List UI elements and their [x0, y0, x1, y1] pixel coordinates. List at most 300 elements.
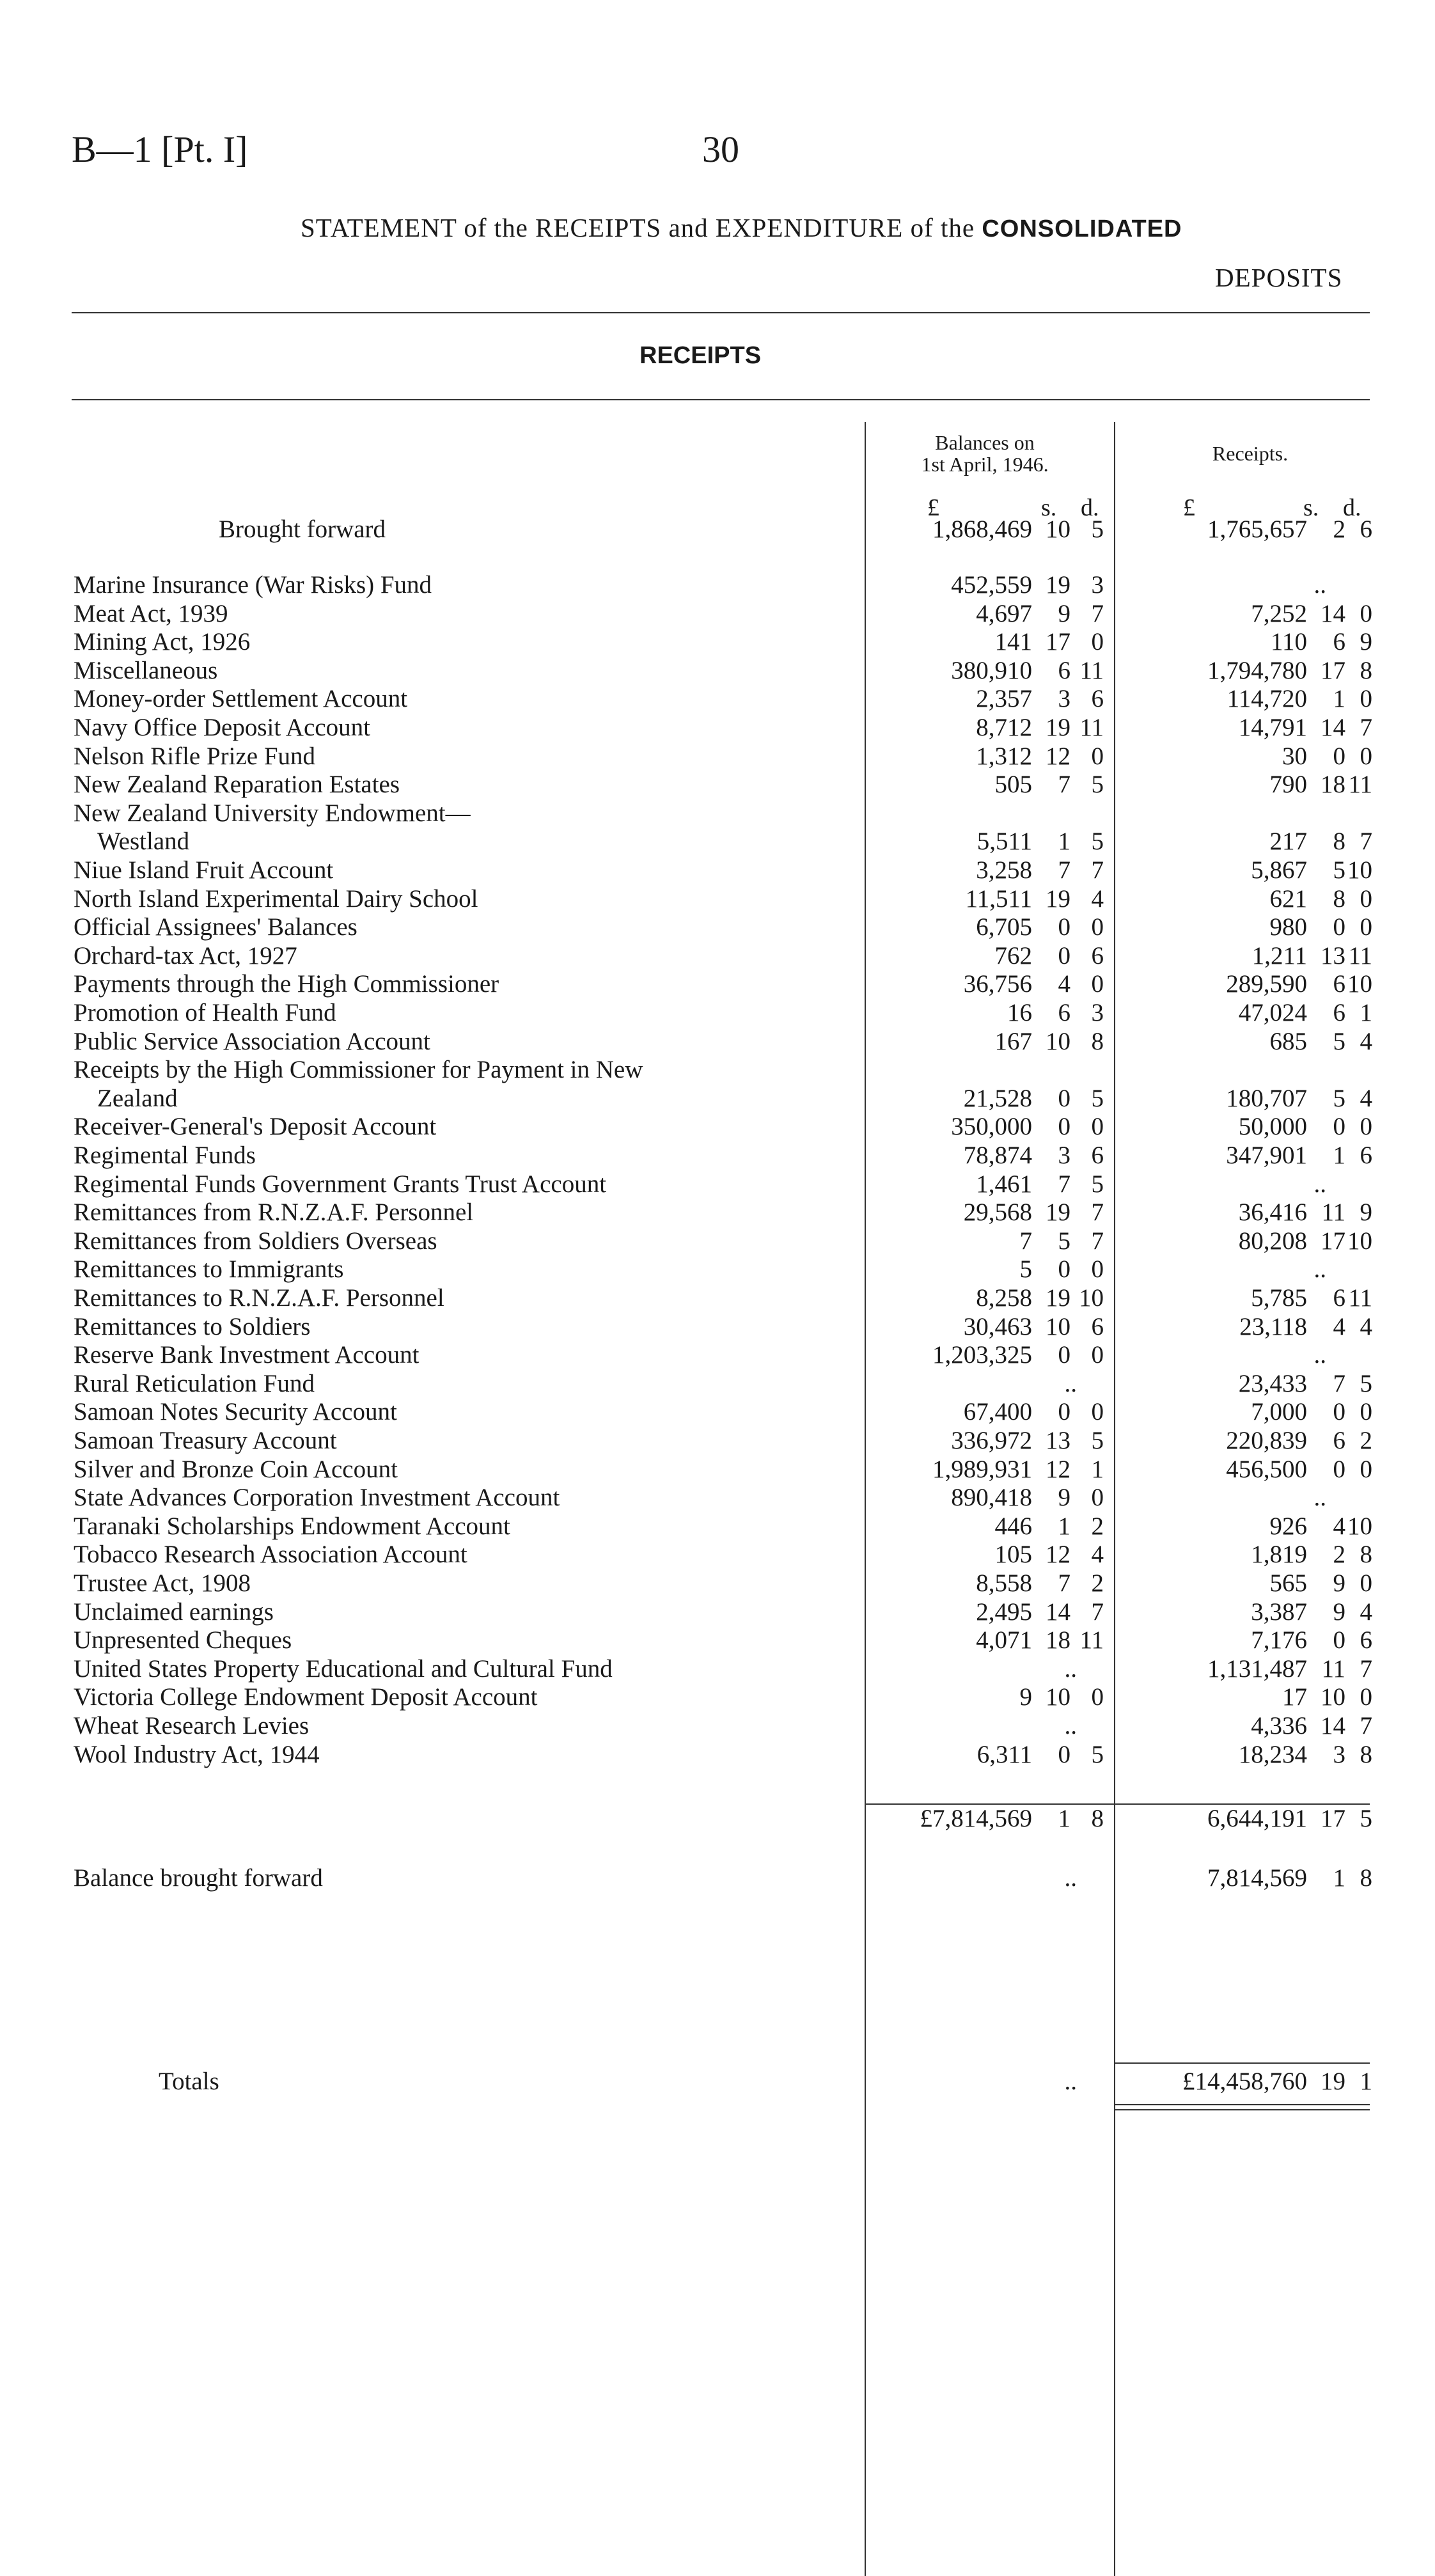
table-row [0, 1370, 1435, 1398]
balance-pounds: 1,868,469 [932, 515, 1032, 543]
receipts-pounds: 1,131,487 [1207, 1655, 1307, 1683]
balance-shillings: 1 [1058, 828, 1070, 855]
receipts-shillings: 0 [1333, 1113, 1345, 1140]
balance-shillings: 12 [1046, 1456, 1070, 1483]
row-label: Public Service Association Account [74, 1028, 430, 1055]
balance-shillings: 0 [1058, 1741, 1070, 1768]
row-label: United States Property Educational and Cultural Fund [74, 1655, 613, 1683]
balance-pence: 1 [1091, 1456, 1104, 1483]
receipts-shillings: 14 [1321, 600, 1345, 627]
table-row [0, 1427, 1435, 1455]
table-row [0, 856, 1435, 884]
receipts-pence: 8 [1360, 1864, 1372, 1892]
balance-empty: .. [1064, 1370, 1077, 1397]
rule-totals-top [1114, 2062, 1370, 2064]
table-row [0, 771, 1435, 799]
balance-pence: 6 [1091, 942, 1104, 970]
brought-forward-row [0, 515, 1435, 544]
receipts-pounds: 6,644,191 [1207, 1805, 1307, 1832]
receipts-pounds: 7,252 [1251, 600, 1307, 627]
receipts-pounds: 7,000 [1251, 1398, 1307, 1425]
receipts-pounds: 47,024 [1238, 999, 1307, 1026]
balance-pence: 8 [1091, 1028, 1104, 1055]
receipts-pounds: 18,234 [1238, 1741, 1307, 1768]
receipts-pounds: 30 [1282, 742, 1307, 770]
receipts-shillings: 14 [1321, 714, 1345, 741]
receipts-shillings: 3 [1333, 1741, 1345, 1768]
table-row [0, 657, 1435, 685]
balance-pounds: 67,400 [963, 1398, 1032, 1425]
receipts-pence: 0 [1360, 600, 1372, 627]
balance-pence: 10 [1079, 1284, 1104, 1312]
balance-pence: 0 [1091, 1113, 1104, 1140]
receipts-pence-unit: d. [1343, 494, 1361, 521]
table-row [0, 1569, 1435, 1598]
row-label: Money-order Settlement Account [74, 685, 408, 712]
receipts-pounds: 1,211 [1251, 942, 1307, 970]
receipts-shillings: 0 [1333, 742, 1345, 770]
receipts-shillings: 2 [1333, 1541, 1345, 1568]
row-label: Navy Office Deposit Account [74, 714, 370, 741]
receipts-pence: 6 [1360, 1626, 1372, 1654]
receipts-pence: 0 [1360, 1113, 1372, 1140]
receipts-shillings: 0 [1333, 1456, 1345, 1483]
receipts-pounds: 23,118 [1239, 1313, 1307, 1340]
row-label: Trustee Act, 1908 [74, 1569, 251, 1597]
balance-pounds: 29,568 [963, 1198, 1032, 1226]
receipts-pence: 6 [1360, 515, 1372, 543]
balance-pence: 5 [1091, 828, 1104, 855]
table-row [0, 970, 1435, 998]
row-label: Totals [159, 2068, 219, 2095]
balance-pence: 6 [1091, 1313, 1104, 1340]
table-row [0, 1341, 1435, 1369]
balance-shillings: 6 [1058, 657, 1070, 684]
balance-pounds: 4,697 [976, 600, 1032, 627]
balance-shillings: 0 [1058, 1341, 1070, 1369]
receipts-shillings: 18 [1321, 771, 1345, 798]
balance-pence: 7 [1091, 600, 1104, 627]
row-label: Remittances to Soldiers [74, 1313, 311, 1340]
row-label: Tobacco Research Association Account [74, 1541, 467, 1568]
row-label: New Zealand University Endowment— [74, 799, 471, 827]
balance-pence: 11 [1079, 1626, 1104, 1654]
receipts-pence: 10 [1347, 1227, 1372, 1255]
receipts-pounds: 1,794,780 [1207, 657, 1307, 684]
balance-pence: 0 [1091, 1683, 1104, 1711]
row-label: Zealand [97, 1085, 178, 1112]
receipts-shillings: 5 [1333, 1085, 1345, 1112]
receipts-empty: .. [1313, 1255, 1326, 1283]
row-label: Miscellaneous [74, 657, 218, 684]
table-row [0, 1683, 1435, 1711]
balance-pence: 5 [1091, 1085, 1104, 1112]
balance-pence: 5 [1091, 1427, 1104, 1454]
row-label: Promotion of Health Fund [74, 999, 336, 1026]
balance-pence: 7 [1091, 1598, 1104, 1626]
balance-pounds: 2,495 [976, 1598, 1032, 1626]
row-label: Meat Act, 1939 [74, 600, 228, 627]
receipts-shillings: 10 [1321, 1683, 1345, 1711]
table-row [0, 1227, 1435, 1255]
receipts-pence: 10 [1347, 856, 1372, 884]
receipts-pence: 5 [1360, 1805, 1372, 1832]
receipts-empty: .. [1313, 1341, 1326, 1369]
receipts-pounds: 7,814,569 [1207, 1864, 1307, 1892]
receipts-pence: 0 [1360, 885, 1372, 913]
balance-pence: 7 [1091, 1227, 1104, 1255]
balance-pence: 0 [1091, 913, 1104, 941]
row-label: Unclaimed earnings [74, 1598, 274, 1626]
balance-pence: 7 [1091, 1198, 1104, 1226]
row-label: State Advances Corporation Investment Account [74, 1484, 560, 1511]
receipts-pounds: 5,785 [1251, 1284, 1307, 1312]
receipts-shillings: 4 [1333, 1313, 1345, 1340]
balance-pounds: 9 [1019, 1683, 1032, 1711]
row-label: North Island Experimental Dairy School [74, 885, 478, 913]
balance-empty: .. [1064, 1712, 1077, 1740]
row-label: Rural Reticulation Fund [74, 1370, 315, 1397]
balance-pounds: 1,461 [976, 1170, 1032, 1198]
receipts-shillings: 14 [1321, 1712, 1345, 1740]
balance-shillings: 0 [1058, 942, 1070, 970]
table-row [0, 571, 1435, 599]
balance-pence: 0 [1091, 1341, 1104, 1369]
receipts-pence: 4 [1360, 1085, 1372, 1112]
page-number: 30 [702, 129, 739, 170]
receipts-pounds: 980 [1269, 913, 1307, 941]
receipts-pence: 6 [1360, 1142, 1372, 1169]
receipts-shillings: 9 [1333, 1569, 1345, 1597]
statement-title-bold: CONSOLIDATED [982, 216, 1182, 242]
table-row [0, 1541, 1435, 1569]
receipts-shillings: 19 [1321, 2068, 1345, 2095]
table-row [0, 1598, 1435, 1626]
receipts-pounds: 289,590 [1226, 970, 1307, 998]
receipts-shillings: 6 [1333, 1427, 1345, 1454]
table-row [0, 600, 1435, 628]
receipts-pence: 7 [1360, 1655, 1372, 1683]
balance-shillings: 12 [1046, 1541, 1070, 1568]
balance-pence: 2 [1091, 1512, 1104, 1540]
row-label: Wool Industry Act, 1944 [74, 1741, 320, 1768]
row-label: Official Assignees' Balances [74, 913, 357, 941]
receipts-pence: 8 [1360, 1741, 1372, 1768]
table-row [0, 828, 1435, 856]
receipts-pence: 7 [1360, 828, 1372, 855]
balance-shillings: 7 [1058, 856, 1070, 884]
receipts-pounds: 80,208 [1238, 1227, 1307, 1255]
balance-shillings: 10 [1046, 515, 1070, 543]
balance-shillings: 3 [1058, 1142, 1070, 1169]
subtotal-row [0, 1805, 1435, 1833]
rule-totals-double [1114, 2109, 1370, 2110]
balance-pounds: 105 [994, 1541, 1032, 1568]
balance-shillings: 10 [1046, 1683, 1070, 1711]
balances-header-line1: Balances on [935, 431, 1035, 454]
receipts-pound-unit: £ [1183, 494, 1195, 521]
receipts-pounds: 17 [1282, 1683, 1307, 1711]
balances-header-line2: 1st April, 1946. [921, 453, 1049, 476]
receipts-pence: 0 [1360, 913, 1372, 941]
table-row [0, 1655, 1435, 1683]
balance-pounds: 2,357 [976, 685, 1032, 712]
balance-shillings: 12 [1046, 742, 1070, 770]
balance-shillings: 19 [1046, 1198, 1070, 1226]
receipts-shillings: 5 [1333, 1028, 1345, 1055]
receipts-pounds: 456,500 [1226, 1456, 1307, 1483]
table-row [0, 1741, 1435, 1769]
receipts-pounds: 621 [1269, 885, 1307, 913]
receipts-shillings: 1 [1333, 685, 1345, 712]
statement-title-text: STATEMENT of the RECEIPTS and EXPENDITURE of the [301, 213, 975, 242]
table-row [0, 1056, 1435, 1084]
table-row [0, 1085, 1435, 1113]
receipts-pounds: 50,000 [1238, 1113, 1307, 1140]
row-label: Remittances to Immigrants [74, 1255, 344, 1283]
receipts-shillings: 7 [1333, 1370, 1345, 1397]
balance-shillings: 5 [1058, 1227, 1070, 1255]
receipts-pounds: 23,433 [1238, 1370, 1307, 1397]
receipts-shillings: 9 [1333, 1598, 1345, 1626]
receipts-shillings: 1 [1333, 1864, 1345, 1892]
receipts-pence: 0 [1360, 685, 1372, 712]
receipts-pounds: 565 [1269, 1569, 1307, 1597]
balance-shillings: 13 [1046, 1427, 1070, 1454]
row-label: Marine Insurance (War Risks) Fund [74, 571, 432, 599]
receipts-shillings: 2 [1333, 515, 1345, 543]
table-row [0, 1456, 1435, 1484]
receipts-pence: 0 [1360, 1569, 1372, 1597]
receipts-pence: 8 [1360, 1541, 1372, 1568]
statement-subtitle: DEPOSITS [1215, 263, 1343, 292]
receipts-pence: 9 [1360, 628, 1372, 656]
receipts-pence: 1 [1360, 2068, 1372, 2095]
receipts-pence: 9 [1360, 1198, 1372, 1226]
row-label: Orchard-tax Act, 1927 [74, 942, 297, 970]
receipts-shillings: 6 [1333, 970, 1345, 998]
row-label: Receipts by the High Commissioner for Payment in New [74, 1056, 643, 1083]
table-row [0, 685, 1435, 713]
balance-pence: 7 [1091, 856, 1104, 884]
balance-pounds: 452,559 [951, 571, 1032, 599]
rule-subtotal-balance [865, 1803, 1114, 1805]
receipts-shillings: 0 [1333, 913, 1345, 941]
receipts-pounds: 180,707 [1226, 1085, 1307, 1112]
receipts-shillings: 0 [1333, 1626, 1345, 1654]
balance-pounds: 380,910 [951, 657, 1032, 684]
table-row [0, 885, 1435, 913]
totals-row [0, 2068, 1435, 2096]
balance-pence: 6 [1091, 1142, 1104, 1169]
balance-shillings: 10 [1046, 1028, 1070, 1055]
table-row [0, 1198, 1435, 1227]
balance-shillings: 9 [1058, 1484, 1070, 1511]
receipts-pounds: £14,458,760 [1182, 2068, 1307, 2095]
balance-pounds: 4,071 [976, 1626, 1032, 1654]
balance-pence: 0 [1091, 628, 1104, 656]
balance-pence: 0 [1091, 1255, 1104, 1283]
balance-pence: 5 [1091, 771, 1104, 798]
receipts-pence: 4 [1360, 1313, 1372, 1340]
receipts-pounds: 220,839 [1226, 1427, 1307, 1454]
receipts-shillings: 5 [1333, 856, 1345, 884]
balance-shillings: 17 [1046, 628, 1070, 656]
row-label: Mining Act, 1926 [74, 628, 251, 656]
balance-pounds: 505 [994, 771, 1032, 798]
receipts-pence: 11 [1348, 942, 1372, 970]
table-row [0, 1255, 1435, 1284]
balance-pounds: 5 [1019, 1255, 1032, 1283]
row-label: Payments through the High Commissioner [74, 970, 499, 998]
receipts-pounds: 36,416 [1238, 1198, 1307, 1226]
row-label: Remittances from R.N.Z.A.F. Personnel [74, 1198, 474, 1226]
rule-subtotal-receipts [1114, 1803, 1370, 1805]
page-reference: B—1 [Pt. I] [72, 129, 248, 170]
receipts-pounds: 1,819 [1251, 1541, 1307, 1568]
table-row [0, 1313, 1435, 1341]
balance-shillings: 0 [1058, 1255, 1070, 1283]
balance-pounds: 762 [994, 942, 1032, 970]
table-row [0, 999, 1435, 1027]
balance-pounds: 1,312 [976, 742, 1032, 770]
balance-shillings: 7 [1058, 1170, 1070, 1198]
table-row [0, 1512, 1435, 1541]
row-label: Taranaki Scholarships Endowment Account [74, 1512, 510, 1540]
balance-shillings: 0 [1058, 1085, 1070, 1112]
balance-shillings: 19 [1046, 1284, 1070, 1312]
receipts-shillings: 6 [1333, 999, 1345, 1026]
receipts-empty: .. [1313, 1484, 1326, 1511]
row-label: Brought forward [219, 515, 386, 543]
receipts-pence: 4 [1360, 1598, 1372, 1626]
balance-pounds: 6,311 [976, 1741, 1032, 1768]
balance-pounds: 30,463 [963, 1313, 1032, 1340]
table-row [0, 1028, 1435, 1056]
balance-shillings: 14 [1046, 1598, 1070, 1626]
balance-shillings: 10 [1046, 1313, 1070, 1340]
receipts-pounds: 4,336 [1251, 1712, 1307, 1740]
table-row [0, 1284, 1435, 1312]
balance-pounds: 11,511 [965, 885, 1032, 913]
balance-empty: .. [1064, 1864, 1077, 1892]
balance-shillings: 7 [1058, 1569, 1070, 1597]
receipts-shillings: 11 [1321, 1198, 1345, 1226]
table-row [0, 942, 1435, 970]
row-label: Regimental Funds [74, 1142, 256, 1169]
balance-pence: 5 [1091, 1741, 1104, 1768]
receipts-pence: 0 [1360, 742, 1372, 770]
receipts-pence: 11 [1348, 1284, 1372, 1312]
balance-pence: 3 [1091, 571, 1104, 599]
row-label: New Zealand Reparation Estates [74, 771, 400, 798]
receipts-pence: 2 [1360, 1427, 1372, 1454]
balance-pounds: 1,989,931 [932, 1456, 1032, 1483]
balance-pence: 5 [1091, 515, 1104, 543]
receipts-pence: 10 [1347, 970, 1372, 998]
receipts-shillings: 6 [1333, 628, 1345, 656]
receipts-pence: 7 [1360, 1712, 1372, 1740]
receipts-shillings: 1 [1333, 1142, 1345, 1169]
balance-empty: .. [1064, 1655, 1077, 1683]
balance-pounds: 6,705 [976, 913, 1032, 941]
balance-pounds: 36,756 [963, 970, 1032, 998]
balance-pounds: 3,258 [976, 856, 1032, 884]
receipts-shillings: 17 [1321, 657, 1345, 684]
balance-pence: 6 [1091, 685, 1104, 712]
balance-pence: 0 [1091, 970, 1104, 998]
receipts-pence: 8 [1360, 657, 1372, 684]
receipts-shillings: 8 [1333, 828, 1345, 855]
receipts-pounds: 110 [1270, 628, 1307, 656]
receipts-pounds: 114,720 [1227, 685, 1307, 712]
balance-shillings: 0 [1058, 1113, 1070, 1140]
row-label: Unpresented Cheques [74, 1626, 292, 1654]
balance-pounds: 1,203,325 [932, 1341, 1032, 1369]
balance-pence: 11 [1079, 714, 1104, 741]
receipts-shillings: 0 [1333, 1398, 1345, 1425]
table-row [0, 1398, 1435, 1426]
balance-pounds: 78,874 [963, 1142, 1032, 1169]
receipts-shillings: 17 [1321, 1805, 1345, 1832]
row-label: Wheat Research Levies [74, 1712, 310, 1740]
receipts-empty: .. [1313, 1170, 1326, 1198]
balance-pence: 0 [1091, 1484, 1104, 1511]
balance-pence: 0 [1091, 742, 1104, 770]
balance-pence: 2 [1091, 1569, 1104, 1597]
receipts-shillings: 17 [1321, 1227, 1345, 1255]
receipts-pounds: 3,387 [1251, 1598, 1307, 1626]
row-label: Regimental Funds Government Grants Trust Account [74, 1170, 607, 1198]
row-label: Samoan Notes Security Account [74, 1398, 397, 1425]
balance-pounds: 350,000 [951, 1113, 1032, 1140]
row-label: Remittances to R.N.Z.A.F. Personnel [74, 1284, 444, 1312]
balance-shillings: 4 [1058, 970, 1070, 998]
receipts-shillings: 6 [1333, 1284, 1345, 1312]
table-row [0, 1142, 1435, 1170]
row-label: Remittances from Soldiers Overseas [74, 1227, 437, 1255]
receipts-pence: 10 [1347, 1512, 1372, 1540]
balance-pounds: 336,972 [951, 1427, 1032, 1454]
balance-pence: 8 [1091, 1805, 1104, 1832]
table-row [0, 1170, 1435, 1198]
row-label: Samoan Treasury Account [74, 1427, 337, 1454]
balance-pounds: 890,418 [951, 1484, 1032, 1511]
balance-brought-forward-row [0, 1864, 1435, 1892]
balance-shillings: 0 [1058, 1398, 1070, 1425]
table-row [0, 714, 1435, 742]
row-label: Nelson Rifle Prize Fund [74, 742, 316, 770]
balance-pounds: 8,712 [976, 714, 1032, 741]
balance-pounds: 8,258 [976, 1284, 1032, 1312]
balance-pounds: 16 [1007, 999, 1032, 1026]
row-label: Silver and Bronze Coin Account [74, 1456, 398, 1483]
table-row [0, 628, 1435, 656]
receipts-shillings: 11 [1321, 1655, 1345, 1683]
receipts-pence: 1 [1360, 999, 1372, 1026]
row-label: Westland [97, 828, 190, 855]
receipts-pence: 0 [1360, 1683, 1372, 1711]
balance-pounds: 167 [994, 1028, 1032, 1055]
balance-shillings: 6 [1058, 999, 1070, 1026]
balance-pound-unit: £ [927, 494, 939, 521]
balance-pence-unit: d. [1081, 494, 1099, 521]
receipts-pounds: 7,176 [1251, 1626, 1307, 1654]
balance-shillings: 0 [1058, 913, 1070, 941]
receipts-pounds: 790 [1269, 771, 1307, 798]
section-title: RECEIPTS [639, 342, 762, 369]
balance-pounds: 21,528 [963, 1085, 1032, 1112]
